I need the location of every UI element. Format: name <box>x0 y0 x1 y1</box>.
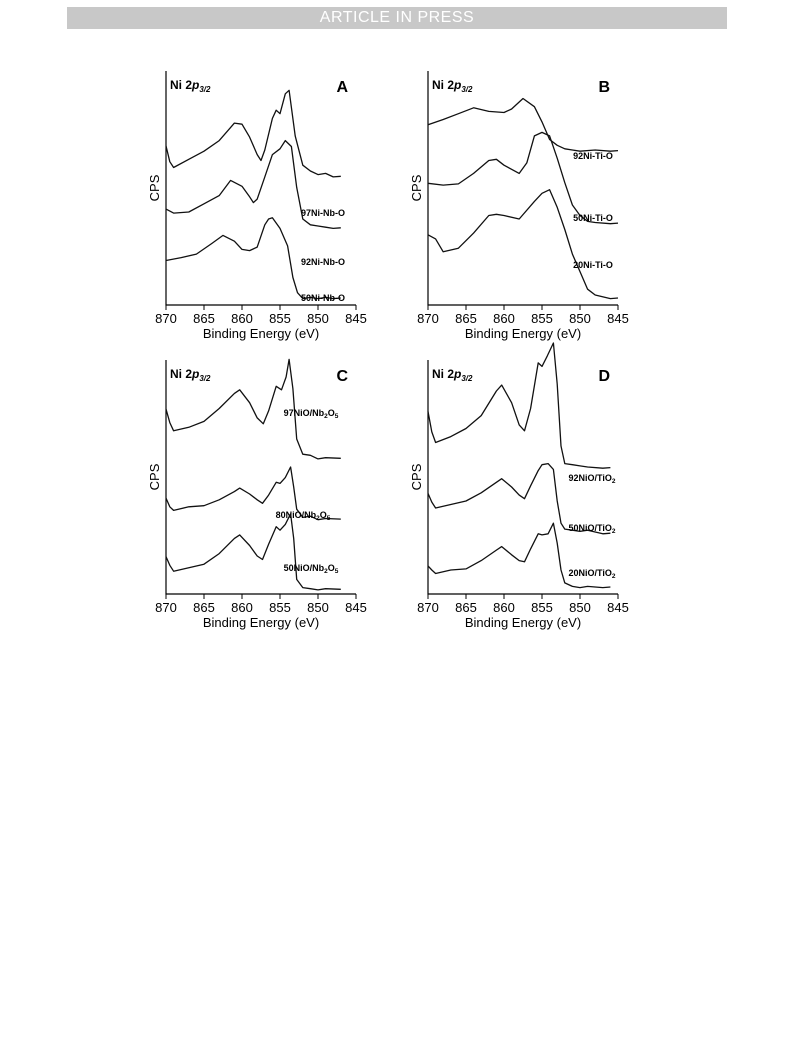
x-tick-label: 850 <box>569 600 591 615</box>
x-tick-label: 850 <box>307 311 329 326</box>
y-axis-label: CPS <box>409 463 424 491</box>
x-tick-label: 860 <box>231 600 253 615</box>
chart-title: Ni $2p_{3/2}$ <box>432 78 473 94</box>
panel-letter: C <box>336 368 348 385</box>
y-axis-label: CPS <box>147 463 162 491</box>
x-tick-label: 845 <box>607 600 629 615</box>
x-tick-label: 870 <box>155 311 177 326</box>
x-tick-label: 845 <box>607 311 629 326</box>
chart-title: Ni $2p_{3/2}$ <box>170 78 211 94</box>
x-tick-label: 845 <box>345 311 367 326</box>
series-label: 50Ni-Nb-O <box>300 293 346 303</box>
series-label: 20NiO/TiO$_2$ <box>568 568 616 580</box>
series-label: 92Ni-Ti-O <box>573 151 613 161</box>
x-tick-label: 855 <box>269 311 291 326</box>
chart-panel-c <box>147 360 367 630</box>
series-label: 20Ni-Ti-O <box>573 260 613 270</box>
x-tick-label: 860 <box>493 311 515 326</box>
article-in-press-banner: ARTICLE IN PRESS <box>67 7 727 29</box>
chart-panel-b <box>409 71 629 341</box>
x-axis-label: Binding Energy (eV) <box>464 326 582 341</box>
chart-svg-c <box>147 360 367 632</box>
series-line-0 <box>166 90 341 177</box>
x-tick-label: 860 <box>493 600 515 615</box>
series-line-2 <box>166 514 341 590</box>
panel-letter: B <box>598 79 610 96</box>
x-tick-label: 855 <box>531 600 553 615</box>
x-tick-label: 865 <box>193 600 215 615</box>
x-tick-label: 865 <box>455 600 477 615</box>
series-label: 50Ni-Ti-O <box>573 213 613 223</box>
series-label: 97Ni-Nb-O <box>300 208 346 218</box>
series-label: $80NiO/Nb_2O_5$ <box>275 510 331 522</box>
chart-title: Ni $2p_{3/2}$ <box>170 367 211 383</box>
y-axis-label: CPS <box>147 174 162 202</box>
x-axis-label: Binding Energy (eV) <box>464 615 582 630</box>
x-tick-label: 860 <box>231 311 253 326</box>
x-tick-label: 850 <box>307 600 329 615</box>
chart-panel-a <box>147 71 367 341</box>
series-line-0 <box>428 99 618 152</box>
x-axis-label: Binding Energy (eV) <box>202 615 320 630</box>
x-tick-label: 865 <box>193 311 215 326</box>
x-axis-label: Binding Energy (eV) <box>202 326 320 341</box>
series-label: $50NiO/Nb_2O_5$ <box>283 563 339 575</box>
panel-letter: A <box>336 79 348 96</box>
x-tick-label: 870 <box>417 311 439 326</box>
x-tick-label: 855 <box>531 311 553 326</box>
panel-letter: D <box>598 368 610 385</box>
series-label: 50NiO/TiO$_2$ <box>568 523 616 535</box>
x-tick-label: 845 <box>345 600 367 615</box>
x-tick-label: 850 <box>569 311 591 326</box>
x-tick-label: 855 <box>269 600 291 615</box>
series-label: $97NiO/Nb_2O_5$ <box>283 408 339 420</box>
series-line-1 <box>428 132 618 223</box>
x-tick-label: 865 <box>455 311 477 326</box>
series-label: 92NiO/TiO$_2$ <box>568 473 616 485</box>
series-line-2 <box>428 190 618 299</box>
chart-svg-d <box>409 360 629 632</box>
series-line-0 <box>428 343 610 468</box>
y-axis-label: CPS <box>409 174 424 202</box>
chart-title: Ni $2p_{3/2}$ <box>432 367 473 383</box>
series-label: 92Ni-Nb-O <box>300 257 346 267</box>
chart-svg-b <box>409 71 629 343</box>
x-tick-label: 870 <box>417 600 439 615</box>
x-tick-label: 870 <box>155 600 177 615</box>
chart-svg-a <box>147 71 367 343</box>
chart-panel-d <box>409 360 629 630</box>
